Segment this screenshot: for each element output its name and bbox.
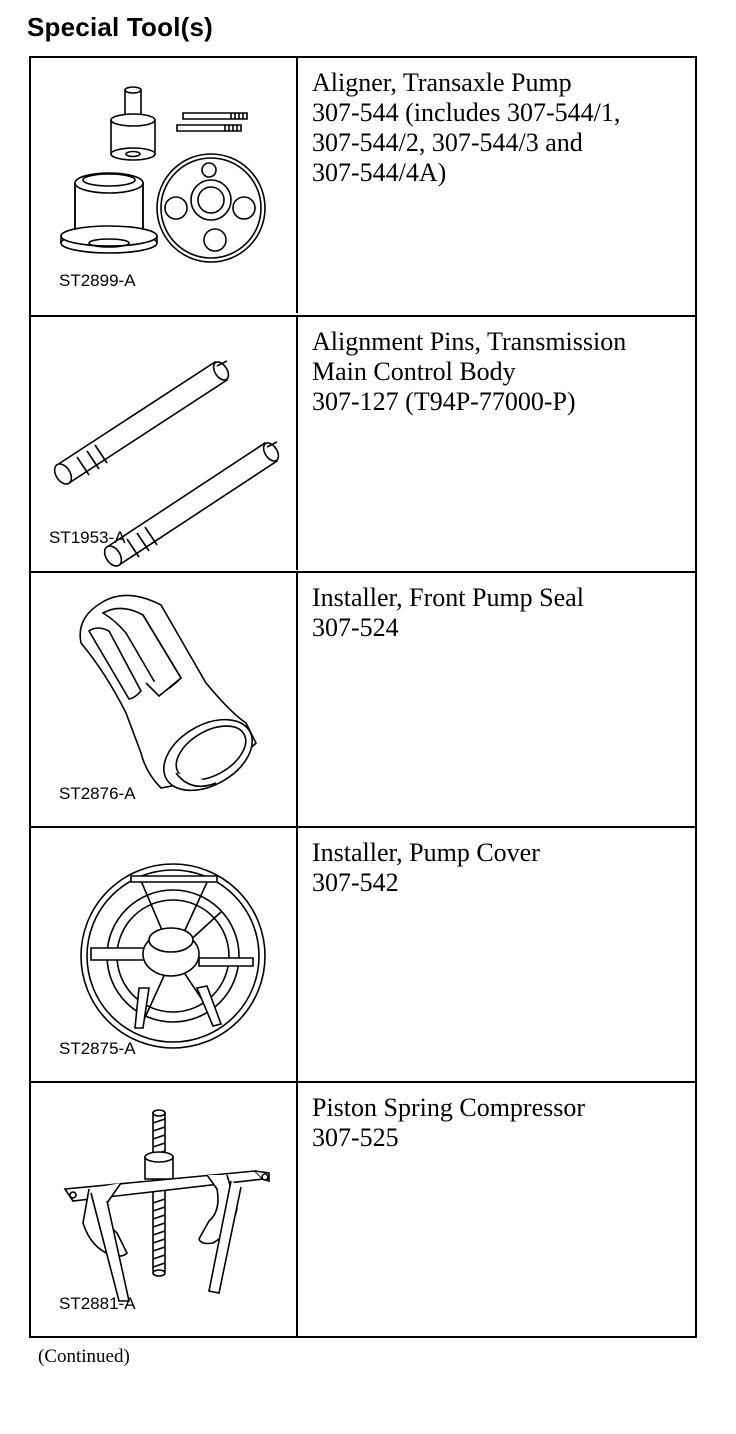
description-line: 307-542 [312, 868, 399, 897]
table-row [31, 826, 695, 1081]
tool-description [312, 327, 692, 417]
tool-description [312, 1093, 692, 1153]
description-line: Installer, Front Pump Seal [312, 583, 584, 612]
table-row [31, 1081, 695, 1336]
tool-image-cell [31, 573, 298, 826]
table-row [31, 571, 695, 826]
special-tools-table [29, 56, 697, 1338]
description-line: Piston Spring Compressor [312, 1093, 586, 1122]
tool-code: ST2899-A [59, 271, 136, 290]
tool-description [312, 68, 692, 188]
tool-code: ST2881-A [59, 1294, 136, 1313]
tool-code: ST1953-A [49, 528, 126, 547]
table-row [31, 315, 695, 570]
tool-image-cell [31, 828, 298, 1081]
description-line: Main Control Body [312, 357, 516, 386]
description-line: Installer, Pump Cover [312, 838, 540, 867]
tool-description [312, 838, 692, 898]
tool-description [312, 583, 692, 643]
tool-code: ST2876-A [59, 784, 136, 803]
description-line: 307-524 [312, 613, 399, 642]
description-line: Alignment Pins, Transmission [312, 327, 627, 356]
description-line: 307-544/2, 307-544/3 and [312, 128, 583, 157]
tool-image-cell [31, 1083, 298, 1336]
page-title: Special Tool(s) [27, 12, 213, 42]
tool-image-cell [31, 317, 298, 570]
continued-note: (Continued) [38, 1346, 130, 1367]
tool-image-cell [31, 58, 298, 313]
table-row [31, 58, 695, 313]
description-line: 307-525 [312, 1123, 399, 1152]
description-line: 307-544 (includes 307-544/1, [312, 98, 621, 127]
description-line: 307-544/4A) [312, 158, 447, 187]
tool-code: ST2875-A [59, 1039, 136, 1058]
description-line: Aligner, Transaxle Pump [312, 68, 572, 97]
description-line: 307-127 (T94P-77000-P) [312, 387, 576, 416]
